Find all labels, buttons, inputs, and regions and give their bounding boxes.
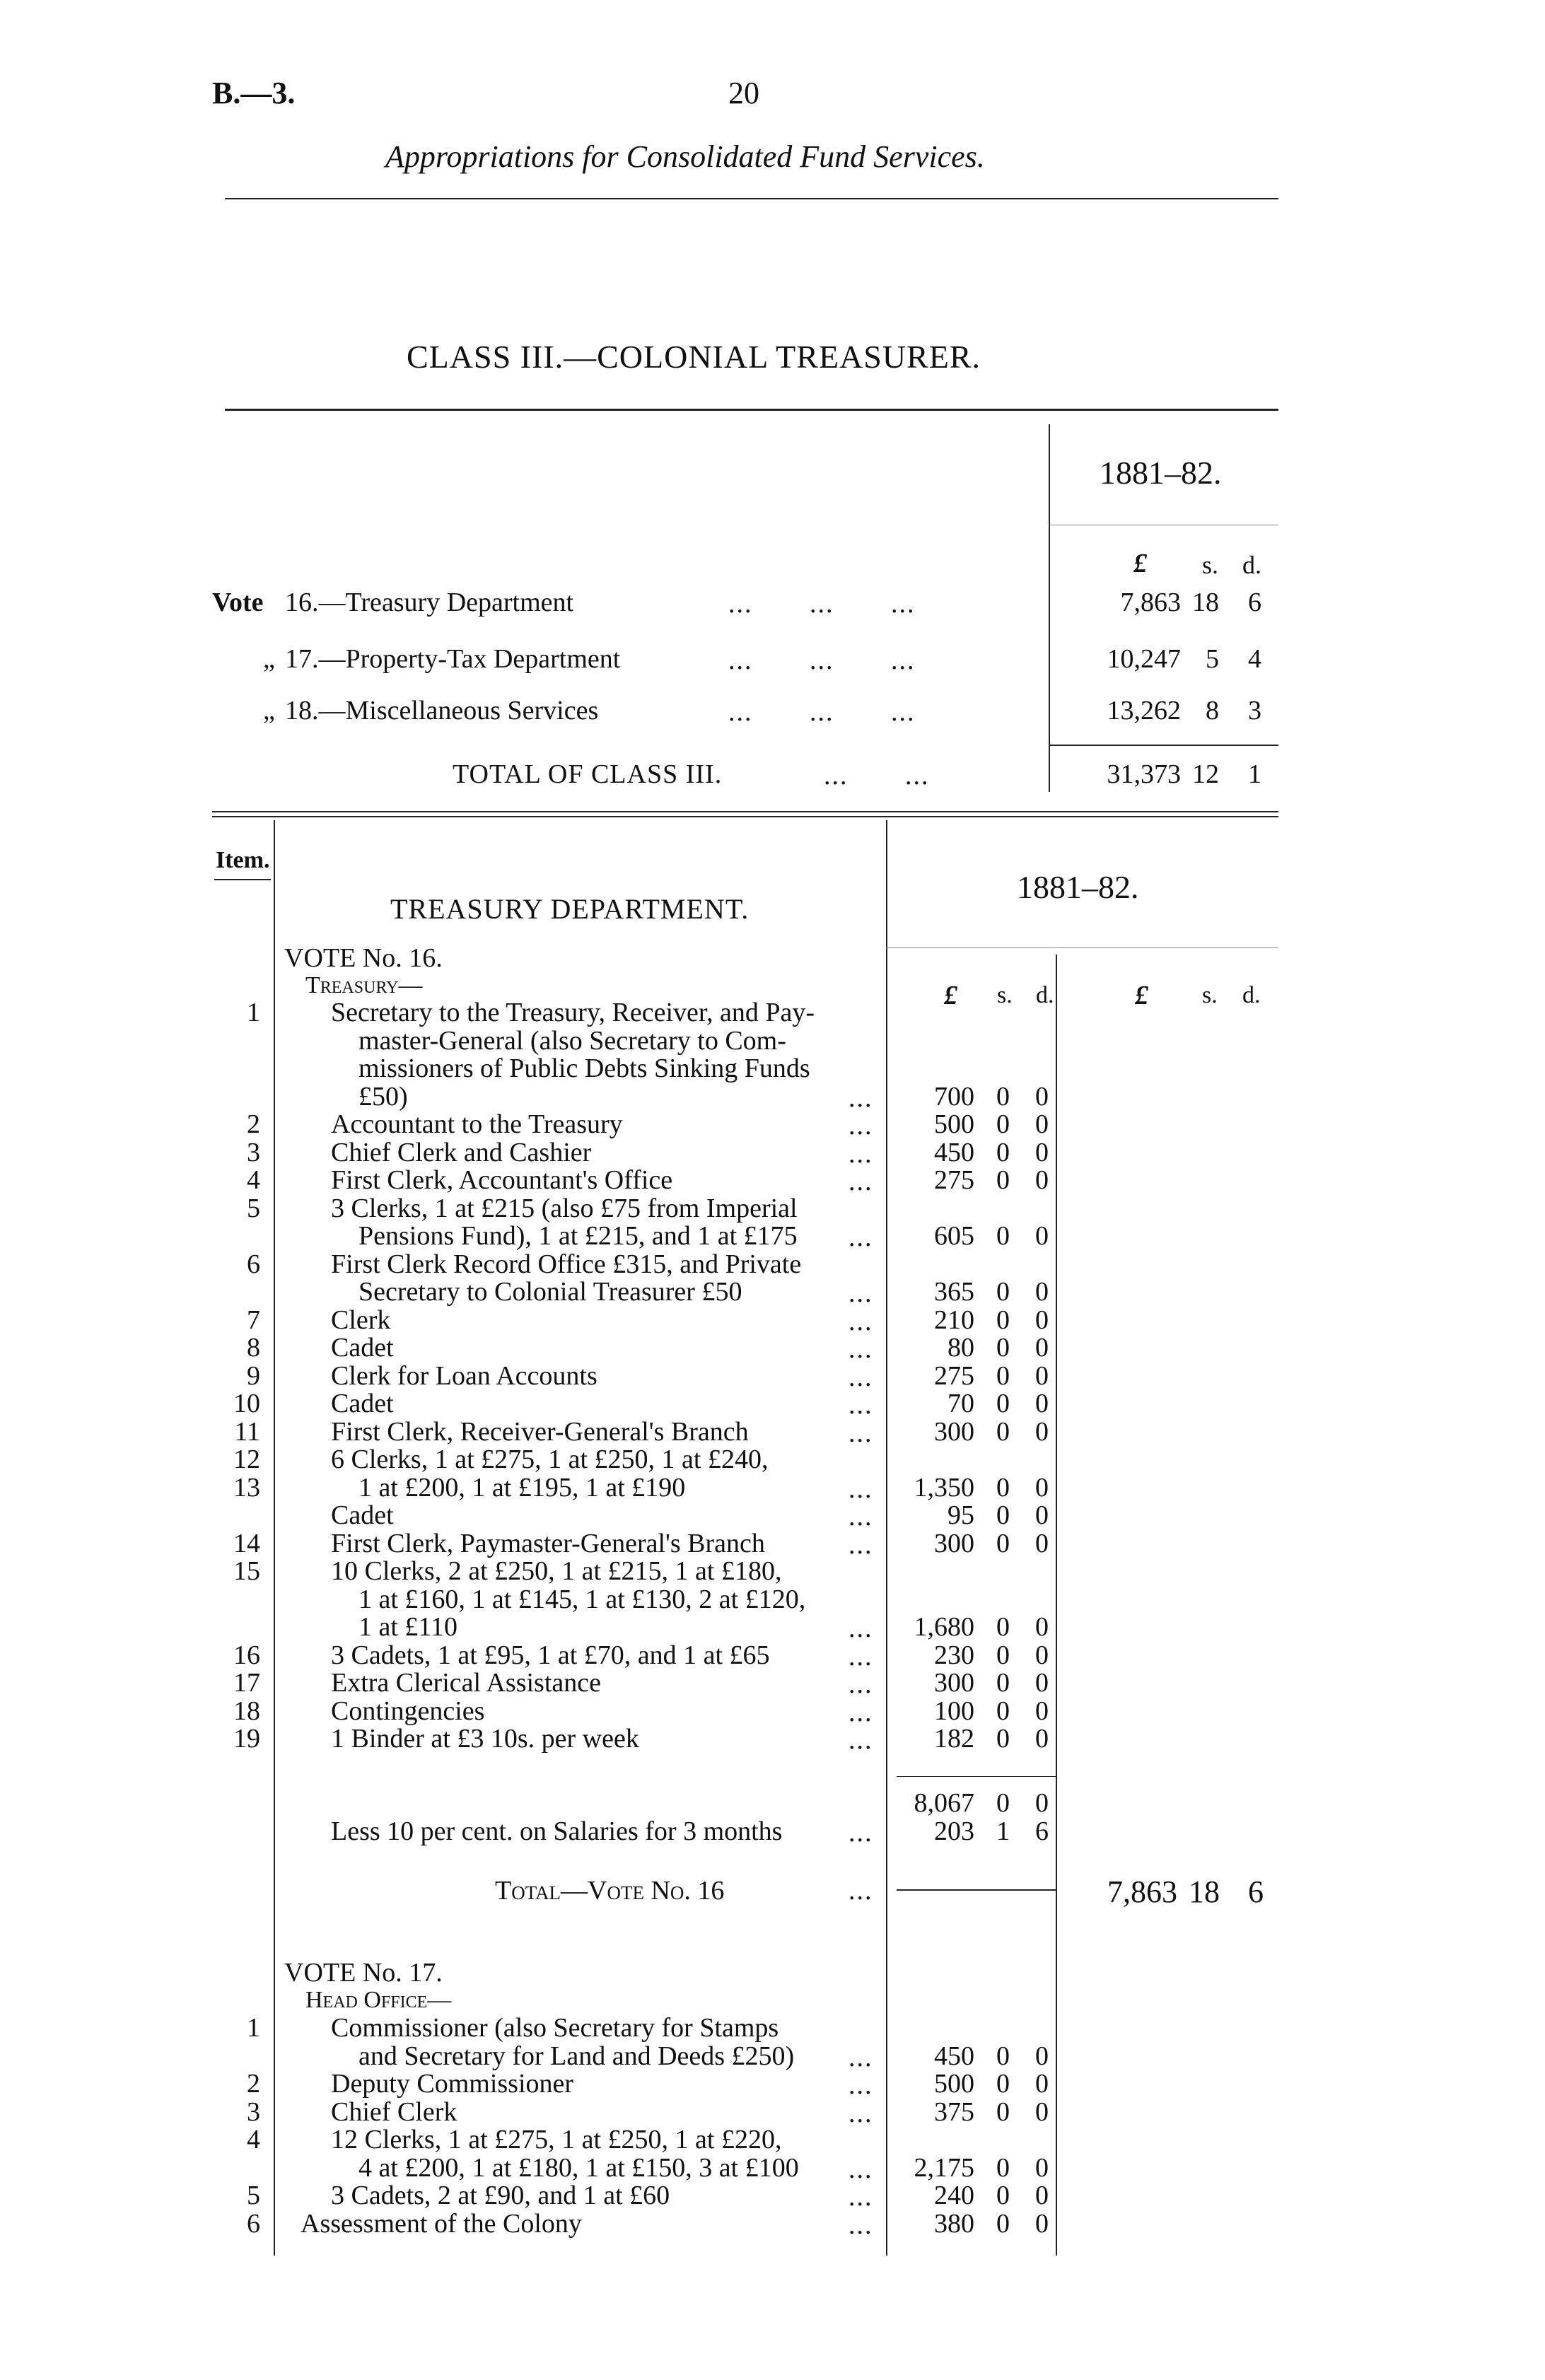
summary-row-d: 6 <box>1248 588 1261 617</box>
leader-dots: ... <box>849 1334 873 1364</box>
line-d: 0 <box>1035 2041 1049 2071</box>
item-number: 19 <box>233 1724 260 1754</box>
line-d: 0 <box>1035 1333 1049 1363</box>
vote16-total-rule <box>897 1889 1056 1891</box>
line-text: First Clerk, Receiver-General's Branch <box>331 1416 749 1447</box>
header-rule <box>225 198 1278 199</box>
line-s: 0 <box>996 1724 1010 1754</box>
line-d: 0 <box>1035 1472 1049 1503</box>
leader-dots: ... <box>849 1529 873 1560</box>
summary-total-amount: 31,373 <box>1107 759 1181 789</box>
line-text: 3 Cadets, 1 at £95, 1 at £70, and 1 at £65 <box>331 1640 770 1670</box>
detail-unit-s-2: s. <box>1202 982 1218 1008</box>
item-header-rule <box>214 879 271 880</box>
line-amount: 240 <box>934 2181 974 2210</box>
line-text: First Clerk, Paymaster-General's Branch <box>331 1528 765 1558</box>
line-s: 0 <box>996 1696 1010 1726</box>
line-d: 0 <box>1035 1081 1049 1112</box>
class-title-rule <box>225 409 1278 411</box>
detail-year-rule <box>886 947 1278 948</box>
line-d: 0 <box>1035 2069 1049 2099</box>
item-number: 1 <box>247 998 260 1027</box>
line-amount: 300 <box>934 1528 974 1558</box>
summary-row-label: 18.—Miscellaneous Services <box>285 696 599 725</box>
line-amount: 70 <box>948 1389 974 1418</box>
line-s: 0 <box>996 2208 1010 2239</box>
line-s: 0 <box>996 1221 1010 1251</box>
item-number: 5 <box>247 2181 260 2210</box>
item-number: 6 <box>247 1249 260 1279</box>
line-s: 0 <box>996 1640 1010 1670</box>
line-s: 0 <box>996 1389 1010 1418</box>
line-s: 0 <box>996 1109 1010 1139</box>
item-number: 4 <box>247 1165 260 1195</box>
line-text: Cadet <box>331 1389 394 1418</box>
line-d: 0 <box>1035 1360 1049 1391</box>
summary-row-amount: 13,262 <box>1107 696 1181 725</box>
summary-row-label: 17.—Property-Tax Department <box>285 644 621 674</box>
item-column-header: Item. <box>216 847 270 873</box>
line-d: 0 <box>1035 1528 1049 1558</box>
summary-row-label: 16.—Treasury Department <box>285 588 574 617</box>
line-text: Secretary to Colonial Treasurer £50 <box>358 1277 742 1307</box>
summary-row-dots: ... ... ... <box>728 697 916 727</box>
line-amount: 380 <box>934 2208 974 2239</box>
summary-row-s: 18 <box>1192 588 1219 617</box>
line-s: 0 <box>996 1528 1010 1558</box>
line-d: 0 <box>1035 1696 1049 1726</box>
line-text: First Clerk, Accountant's Office <box>331 1165 673 1195</box>
line-text: Cadet <box>331 1333 394 1363</box>
line-d: 0 <box>1035 1165 1049 1195</box>
line-s: 0 <box>996 1500 1010 1530</box>
line-s: 0 <box>996 1305 1010 1335</box>
line-text: Clerk <box>331 1305 391 1335</box>
line-s: 0 <box>996 2181 1010 2210</box>
line-text: Assessment of the Colony <box>301 2208 582 2239</box>
summary-row-amount: 10,247 <box>1107 644 1181 674</box>
item-number: 15 <box>233 1556 260 1586</box>
line-text: 4 at £200, 1 at £180, 1 at £150, 3 at £100 <box>358 2152 799 2183</box>
line-text: Cadet <box>331 1500 394 1530</box>
item-number: 7 <box>247 1305 260 1335</box>
summary-row-s: 5 <box>1206 644 1219 674</box>
item-number: 13 <box>233 1472 260 1503</box>
item-number: 1 <box>247 2013 260 2043</box>
line-d: 0 <box>1035 1640 1049 1670</box>
line-amount: 275 <box>934 1360 974 1391</box>
vote16-title: VOTE No. 16. <box>284 943 443 973</box>
line-d: 0 <box>1035 1500 1049 1530</box>
line-text: 3 Clerks, 1 at £215 (also £75 from Imperial <box>331 1193 798 1223</box>
line-s: 0 <box>996 2041 1010 2071</box>
line-s: 0 <box>996 1472 1010 1503</box>
line-text: 6 Clerks, 1 at £275, 1 at £250, 1 at £240, <box>331 1445 769 1474</box>
summary-vote-prefix: Vote <box>212 588 264 617</box>
vote16-total-d: 6 <box>1248 1874 1264 1909</box>
item-number: 11 <box>234 1416 260 1447</box>
line-amount: 450 <box>934 1137 974 1167</box>
line-s: 0 <box>996 1165 1010 1195</box>
item-column-divider <box>274 820 275 2256</box>
detail-unit-d-1: d. <box>1036 982 1054 1008</box>
line-s: 0 <box>996 2096 1010 2127</box>
leader-dots: ... <box>849 2042 873 2072</box>
text-column-divider <box>886 820 887 2256</box>
vote16-total-dots: ... <box>849 1876 873 1906</box>
detail-unit-s-1: s. <box>997 982 1013 1008</box>
leader-dots: ... <box>849 1306 873 1336</box>
line-d: 0 <box>1035 2096 1049 2127</box>
leader-dots: ... <box>849 1083 873 1113</box>
leader-dots: ... <box>849 1641 873 1672</box>
leader-dots: ... <box>849 1278 873 1308</box>
summary-total-d: 1 <box>1248 759 1261 789</box>
vote16-less-text: Less 10 per cent. on Salaries for 3 months <box>331 1816 783 1846</box>
leader-dots: ... <box>849 1111 873 1141</box>
summary-row-dots: ... ... ... <box>728 646 916 675</box>
leader-dots: ... <box>849 1223 873 1252</box>
inner-amount-divider <box>1056 955 1057 2256</box>
line-amount: 182 <box>934 1724 974 1754</box>
summary-total-label: TOTAL OF CLASS III. <box>453 759 723 789</box>
line-text: 1 Binder at £3 10s. per week <box>331 1724 639 1754</box>
line-s: 0 <box>996 1416 1010 1447</box>
line-amount: 605 <box>934 1221 974 1251</box>
item-number: 12 <box>233 1445 260 1474</box>
line-text: Clerk for Loan Accounts <box>331 1360 597 1391</box>
item-number: 8 <box>247 1333 260 1363</box>
leader-dots: ... <box>849 1362 873 1392</box>
line-s: 0 <box>996 1137 1010 1167</box>
summary-unit-pound: £ <box>1133 549 1147 578</box>
leader-dots: ... <box>849 1390 873 1420</box>
item-number: 4 <box>247 2125 260 2154</box>
item-number: 18 <box>233 1696 260 1726</box>
leader-dots: ... <box>849 1167 873 1196</box>
leader-dots: ... <box>849 1418 873 1448</box>
summary-total-dots: ... ... <box>824 761 930 791</box>
summary-unit-s: s. <box>1202 551 1219 579</box>
item-number: 2 <box>247 2069 260 2099</box>
line-text: Deputy Commissioner <box>331 2069 574 2099</box>
vote17-subhead: Head Office— <box>305 1987 452 2013</box>
line-amount: 375 <box>934 2096 974 2127</box>
summary-row-s: 8 <box>1206 696 1219 725</box>
line-text: 1 at £110 <box>358 1612 458 1642</box>
line-amount: 275 <box>934 1165 974 1195</box>
vote16-less-dots: ... <box>849 1818 873 1848</box>
vote17-title: VOTE No. 17. <box>284 1958 443 1988</box>
line-amount: 450 <box>934 2041 974 2071</box>
line-amount: 2,175 <box>914 2152 974 2183</box>
class-title: CLASS III.—COLONIAL TREASURER. <box>407 339 981 375</box>
line-amount: 500 <box>934 1109 974 1139</box>
line-text: master-General (also Secretary to Com- <box>358 1025 786 1056</box>
line-amount: 365 <box>934 1277 974 1307</box>
summary-ditto-prefix: „ <box>263 696 275 725</box>
line-d: 0 <box>1035 1109 1049 1139</box>
line-amount: 230 <box>934 1640 974 1670</box>
item-number: 16 <box>233 1640 260 1670</box>
line-s: 0 <box>996 2069 1010 2099</box>
leader-dots: ... <box>849 1725 873 1755</box>
line-text: 3 Cadets, 2 at £90, and 1 at £60 <box>331 2181 670 2210</box>
summary-row-d: 4 <box>1248 644 1261 674</box>
line-s: 0 <box>996 1612 1010 1642</box>
summary-total-s: 12 <box>1192 759 1219 789</box>
vote16-subtotal-amount: 8,067 <box>914 1788 974 1818</box>
summary-row-d: 3 <box>1248 696 1261 725</box>
summary-row-amount: 7,863 <box>1120 588 1181 617</box>
line-amount: 95 <box>948 1500 974 1530</box>
summary-year: 1881–82. <box>1100 455 1222 491</box>
line-d: 0 <box>1035 1416 1049 1447</box>
leader-dots: ... <box>849 2154 873 2184</box>
line-s: 0 <box>996 1081 1010 1112</box>
leader-dots: ... <box>849 2070 873 2100</box>
item-number: 17 <box>233 1668 260 1698</box>
item-number: 9 <box>247 1360 260 1391</box>
summary-unit-d: d. <box>1242 551 1261 579</box>
line-amount: 100 <box>934 1696 974 1726</box>
detail-unit-pound-1: £ <box>944 981 957 1010</box>
line-d: 0 <box>1035 1612 1049 1642</box>
line-text: 1 at £160, 1 at £145, 1 at £130, 2 at £120, <box>358 1584 806 1614</box>
line-text: £50) <box>358 1081 408 1112</box>
detail-year: 1881–82. <box>1017 869 1139 905</box>
item-number: 5 <box>247 1193 260 1223</box>
line-text: Contingencies <box>331 1696 485 1726</box>
line-s: 0 <box>996 2152 1010 2183</box>
page-ref: B.—3. <box>212 76 296 110</box>
line-d: 0 <box>1035 1137 1049 1167</box>
line-s: 0 <box>996 1360 1010 1391</box>
item-number: 3 <box>247 2096 260 2127</box>
page-subtitle: Appropriations for Consolidated Fund Services. <box>385 139 985 174</box>
page-number: 20 <box>728 76 759 110</box>
line-amount: 300 <box>934 1416 974 1447</box>
line-amount: 1,680 <box>914 1612 974 1642</box>
line-d: 0 <box>1035 2208 1049 2239</box>
vote16-less-s: 1 <box>996 1816 1010 1846</box>
vote16-subtotal-d: 0 <box>1035 1788 1049 1818</box>
line-d: 0 <box>1035 1389 1049 1418</box>
line-s: 0 <box>996 1277 1010 1307</box>
line-s: 0 <box>996 1333 1010 1363</box>
leader-dots: ... <box>849 2210 873 2240</box>
item-number: 14 <box>233 1528 260 1558</box>
vote16-total-label: Total—Vote No. 16 <box>495 1876 725 1906</box>
detail-unit-pound-2: £ <box>1135 981 1148 1010</box>
line-d: 0 <box>1035 1221 1049 1251</box>
line-amount: 300 <box>934 1668 974 1698</box>
line-amount: 500 <box>934 2069 974 2099</box>
leader-dots: ... <box>849 1502 873 1532</box>
vote16-total-amount: 7,863 <box>1107 1874 1177 1909</box>
line-text: 12 Clerks, 1 at £275, 1 at £250, 1 at £220, <box>331 2125 782 2154</box>
line-d: 0 <box>1035 1668 1049 1698</box>
line-amount: 1,350 <box>914 1472 974 1503</box>
leader-dots: ... <box>849 1614 873 1643</box>
line-text: missioners of Public Debts Sinking Funds <box>358 1054 810 1083</box>
line-text: Pensions Fund), 1 at £215, and 1 at £175 <box>358 1221 798 1251</box>
line-text: Accountant to the Treasury <box>331 1109 623 1139</box>
vote16-total-s: 18 <box>1189 1874 1220 1909</box>
summary-ditto-prefix: „ <box>263 644 275 674</box>
summary-total-rule <box>1049 745 1278 746</box>
summary-row-dots: ... ... ... <box>728 589 916 619</box>
vote16-subtotal-rule <box>897 1776 1056 1777</box>
line-text: First Clerk Record Office £315, and Private <box>331 1249 802 1279</box>
line-amount: 80 <box>948 1333 974 1363</box>
vote16-less-amount: 203 <box>934 1816 974 1846</box>
line-d: 0 <box>1035 1724 1049 1754</box>
line-d: 0 <box>1035 2181 1049 2210</box>
line-amount: 700 <box>934 1081 974 1112</box>
section-rule-2 <box>212 816 1278 817</box>
item-number: 10 <box>233 1389 260 1418</box>
line-text: Chief Clerk <box>331 2096 457 2127</box>
vote16-subhead: Treasury— <box>305 972 423 998</box>
line-d: 0 <box>1035 1305 1049 1335</box>
line-d: 0 <box>1035 1277 1049 1307</box>
line-text: Commissioner (also Secretary for Stamps <box>331 2013 779 2043</box>
vote16-less-d: 6 <box>1035 1816 1049 1846</box>
line-text: and Secretary for Land and Deeds £250) <box>358 2041 795 2071</box>
line-text: Chief Clerk and Cashier <box>331 1137 592 1167</box>
item-number: 2 <box>247 1109 260 1139</box>
item-number: 6 <box>247 2208 260 2239</box>
line-text: Secretary to the Treasury, Receiver, and Pay- <box>331 998 815 1027</box>
line-text: Extra Clerical Assistance <box>331 1668 601 1698</box>
detail-unit-d-2: d. <box>1242 982 1261 1008</box>
line-text: 1 at £200, 1 at £195, 1 at £190 <box>358 1472 686 1503</box>
leader-dots: ... <box>849 2098 873 2128</box>
line-s: 0 <box>996 1668 1010 1698</box>
leader-dots: ... <box>849 1138 873 1169</box>
item-number: 3 <box>247 1137 260 1167</box>
line-text: 10 Clerks, 2 at £250, 1 at £215, 1 at £180, <box>331 1556 782 1586</box>
leader-dots: ... <box>849 1697 873 1727</box>
dept-title: TREASURY DEPARTMENT. <box>390 893 750 925</box>
line-d: 0 <box>1035 2152 1049 2183</box>
summary-divider <box>1049 424 1050 792</box>
section-rule-1 <box>212 811 1278 812</box>
vote16-subtotal-s: 0 <box>996 1788 1010 1818</box>
line-amount: 210 <box>934 1305 974 1335</box>
leader-dots: ... <box>849 2182 873 2212</box>
leader-dots: ... <box>849 1474 873 1504</box>
leader-dots: ... <box>849 1669 873 1699</box>
